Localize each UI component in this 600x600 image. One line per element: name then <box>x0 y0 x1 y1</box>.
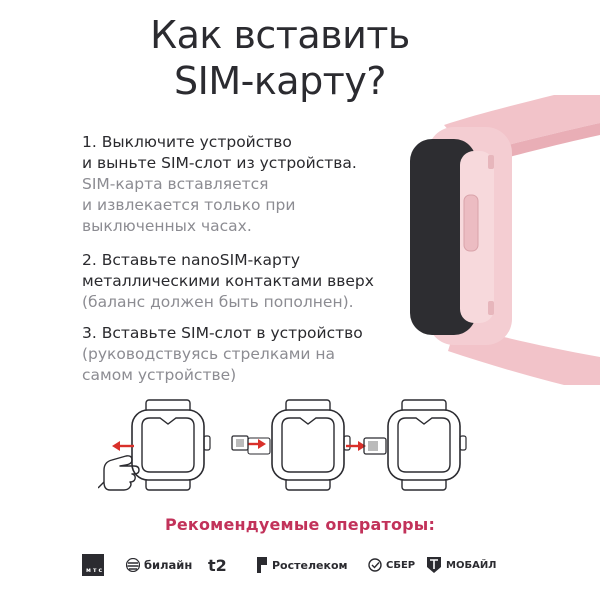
step-3 <box>82 323 412 386</box>
diagram-watch-1 <box>132 400 210 490</box>
step-1-line-2: и выньте SIM-слот из устройства. <box>82 154 357 172</box>
motiv-mobile-logo-icon <box>426 556 442 574</box>
step-2-line-2: металлическими контактами вверх <box>82 272 374 290</box>
operator-sber <box>368 552 415 578</box>
title-line-1: Как вставить <box>150 13 410 57</box>
operators-logos <box>82 552 522 578</box>
step-1-note-3: выключенных часах. <box>82 217 252 235</box>
t2-logo-icon: t2 <box>208 555 227 575</box>
motiv-label: МОБАЙЛ <box>446 559 497 571</box>
arrow-right-icon <box>248 439 266 449</box>
step-3-note-2: самом устройстве) <box>82 366 237 384</box>
operators-title: Рекомендуемые операторы: <box>164 515 436 534</box>
step-2-line-1: 2. Вставьте nanoSIM-карту <box>82 251 301 269</box>
watch-side-view-image <box>404 95 600 385</box>
sim-insert-diagram <box>98 398 478 494</box>
sim-tray-icon <box>364 438 386 454</box>
sber-label: СБЕР <box>386 559 416 571</box>
rostelecom-logo-icon <box>256 556 268 574</box>
diagram-watch-2 <box>272 400 350 490</box>
step-1-note-1: SIM-карта вставляется <box>82 175 269 193</box>
rostelecom-label: Ростелеком <box>272 558 348 572</box>
operator-mts <box>82 552 104 578</box>
step-3-line-1: 3. Вставьте SIM-слот в устройство <box>82 324 363 342</box>
step-1-line-1: 1. Выключите устройство <box>82 133 292 151</box>
sim-slot-icon <box>464 195 478 251</box>
beeline-label: билайн <box>144 558 193 572</box>
operator-motiv <box>426 552 497 578</box>
operator-rostelecom <box>256 552 348 578</box>
page-title <box>0 12 560 104</box>
step-2 <box>82 250 412 313</box>
sber-logo-icon <box>368 558 382 572</box>
sim-card-icon <box>232 436 248 450</box>
operator-beeline <box>126 552 192 578</box>
operator-t2 <box>208 552 227 578</box>
watch-bump-bottom <box>488 301 494 315</box>
arrow-left-icon <box>112 441 134 451</box>
mts-logo-icon <box>82 554 104 576</box>
title-line-2: SIM-карту? <box>174 59 386 103</box>
beeline-logo-icon <box>126 558 140 572</box>
svg-text:м т с: м т с <box>86 567 103 574</box>
step-3-note-1: (руководствуясь стрелками на <box>82 345 336 363</box>
watch-bump-top <box>488 155 494 169</box>
step-2-note-1: (баланс должен быть пополнен). <box>82 293 354 311</box>
diagram-watch-3 <box>388 400 466 490</box>
step-1-note-2: и извлекается только при <box>82 196 296 214</box>
step-1 <box>82 132 412 237</box>
